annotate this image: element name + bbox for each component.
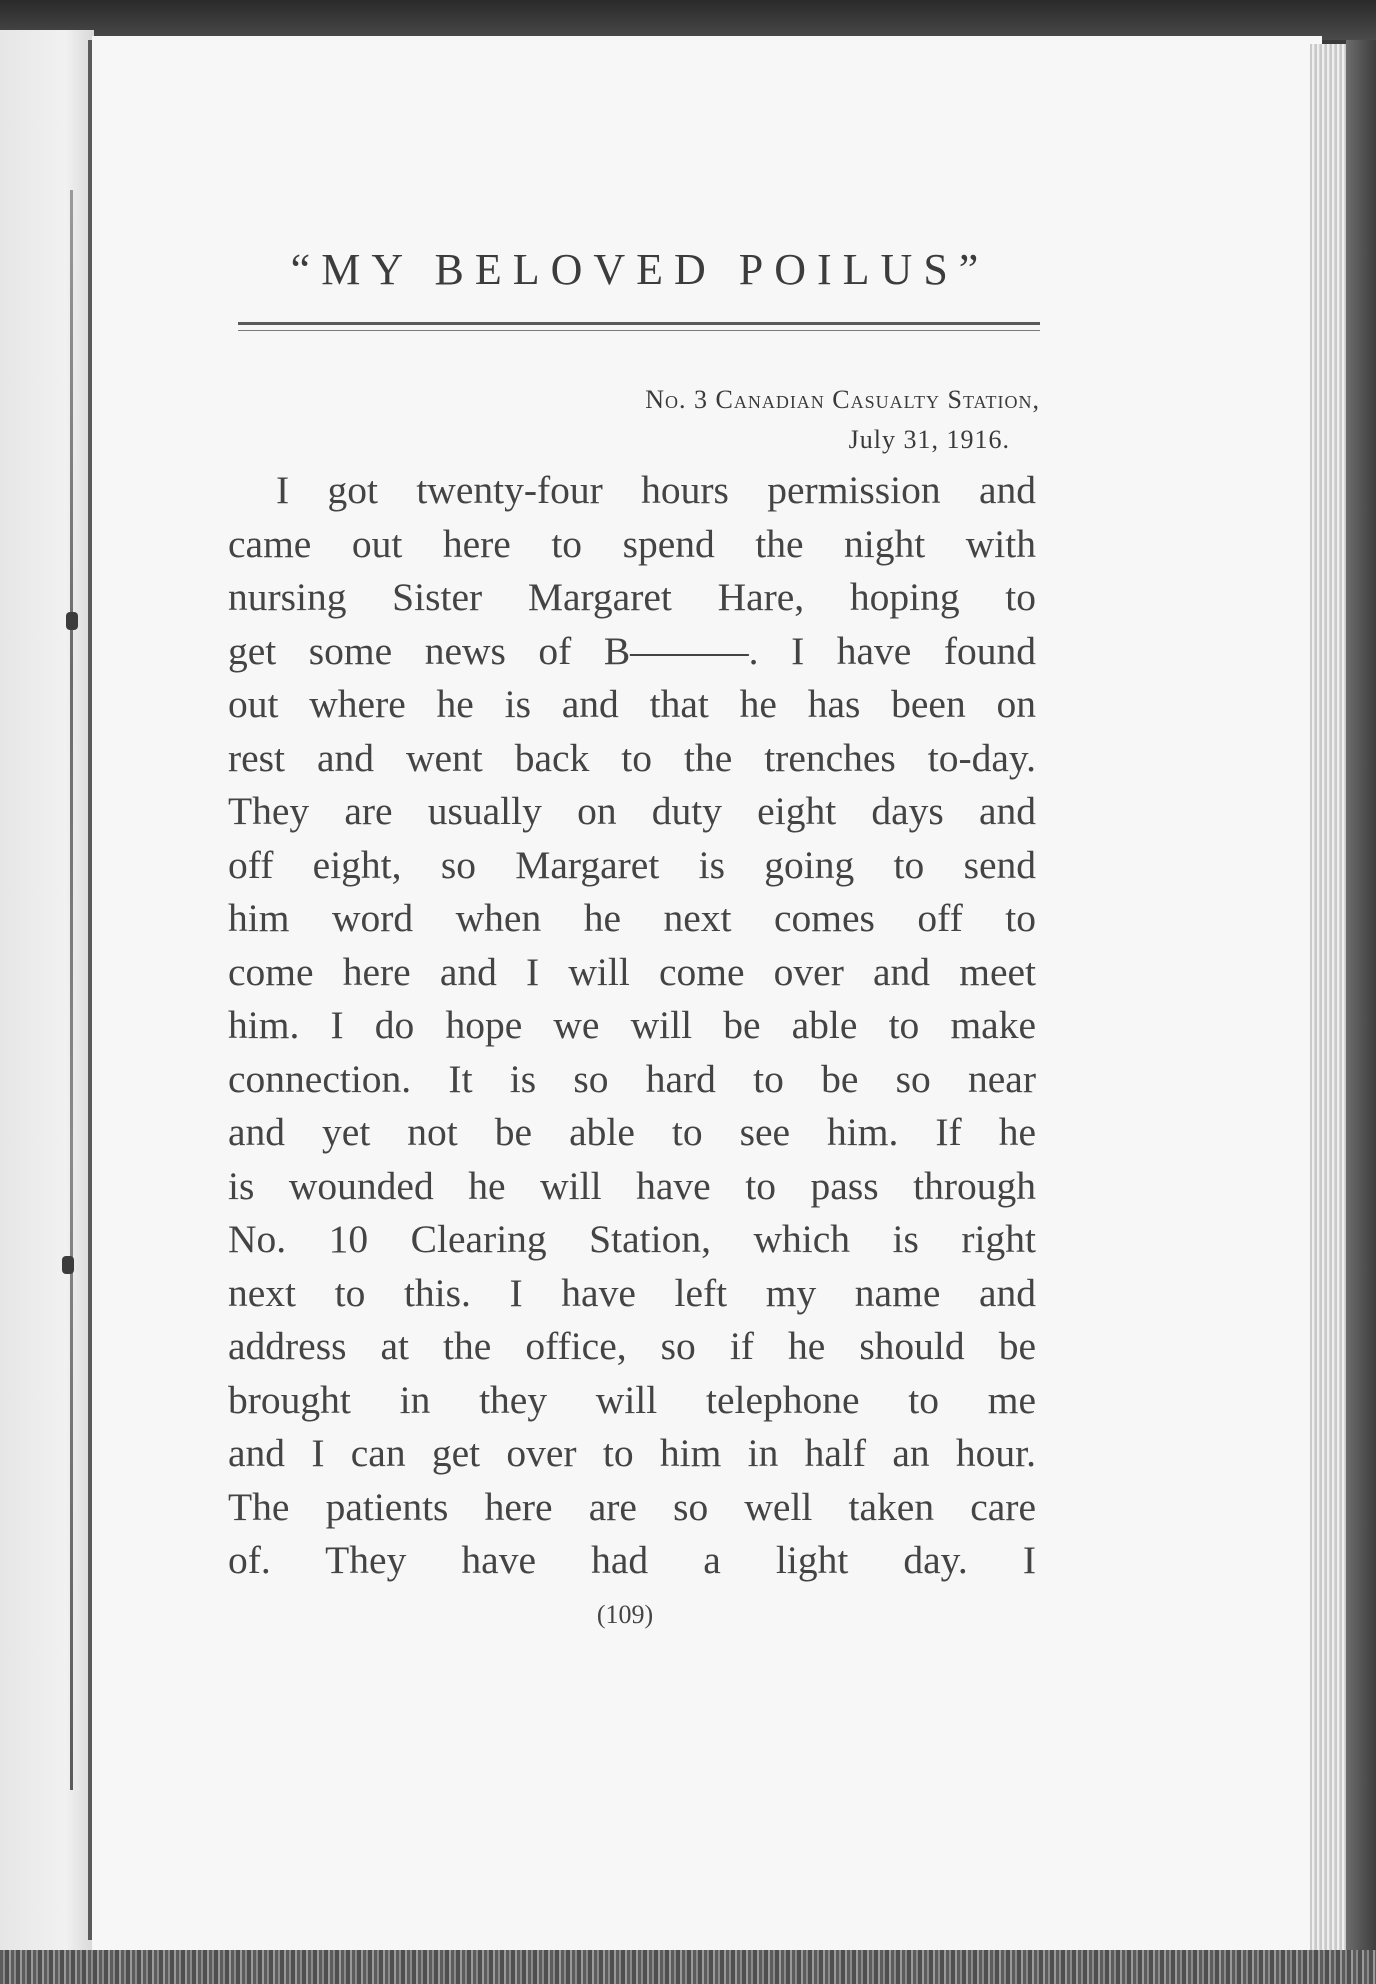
text-line: of. They have had a light day. I [228,1538,1036,1582]
text-line: brought in they will telephone to me [228,1377,1036,1422]
scan-border-bottom [0,1950,1376,1984]
text-line: No. 10 Clearing Station, which is right [228,1217,1036,1261]
page-number: (109) [596,1600,654,1629]
text-line: nursing Sister Margaret Hare, hoping to [228,575,1036,619]
text-line: address at the office, so if he should be [228,1324,1036,1368]
text-line: They are usually on duty eight days and [228,789,1036,833]
text-line: The patients here are so well taken care [228,1484,1036,1529]
text-line: next to this. I have left my name and [228,1270,1036,1315]
running-title: “MY BELOVED POILUS” [290,245,990,294]
text-line: him. I do hope we will be able to make [228,1003,1036,1047]
text-line: is wounded he will have to pass through [228,1163,1036,1208]
dateline-date: July 31, 1916. [848,425,1010,454]
text-line: and I can get over to him in half an hour. [228,1431,1036,1475]
book-spine [88,40,92,1940]
title-rule [238,322,1040,325]
title-rule-thin [238,330,1040,331]
text-line: and yet not be able to see him. If he [228,1110,1036,1154]
book-cover-edge [1346,40,1376,1952]
binding-knot [66,612,78,630]
text-line: connection. It is so hard to be so near [228,1056,1036,1101]
letter-dateline [420,380,1040,460]
binding-knot [62,1256,74,1274]
text-line: out where he is and that he has been on [228,682,1036,726]
text-line: came out here to spend the night with [228,521,1036,566]
text-line: come here and I will come over and meet [228,949,1036,994]
letter-body [228,464,1036,1588]
dateline-place: No. 3 Canadian Casualty Station, [645,385,1040,414]
scan-border-top [0,0,1376,40]
facing-page-edge [0,30,94,1960]
text-line: get some news of B———. I have found [228,628,1036,673]
page-edges [1310,44,1350,1950]
text-line: him word when he next comes off to [228,896,1036,940]
text-line: off eight, so Margaret is going to send [228,842,1036,887]
text-line: rest and went back to the trenches to-day. [228,735,1036,780]
text-line: I got twenty-four hours permission and [276,468,1036,512]
binding-thread [70,190,73,1790]
